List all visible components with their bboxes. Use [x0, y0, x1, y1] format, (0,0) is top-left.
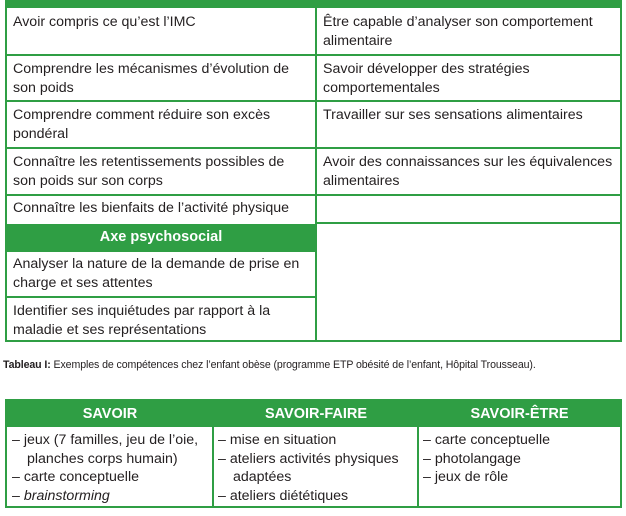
list-item: – jeux (7 familles, jeu de l’oie, planches corps humain) — [12, 432, 199, 467]
row-divider — [7, 54, 315, 56]
list-item: – carte conceptuelle — [12, 469, 139, 485]
table-cell: Savoir développer des stratégies comportementales — [323, 61, 530, 96]
list-item: – brainstorming — [12, 487, 110, 504]
savoir-etre-list — [423, 431, 619, 487]
table-cell: Connaître les retentissements possibles de son poids sur son corps — [13, 154, 285, 189]
row-divider — [7, 194, 315, 196]
row-divider — [7, 250, 315, 252]
table-cell: Avoir compris ce qu’est l’IMC — [13, 14, 196, 30]
table-cell: Comprendre comment réduire son excès pondéral — [13, 107, 271, 142]
axe-psychosocial-header: Axe psychosocial — [7, 224, 315, 250]
header-savoir-faire: SAVOIR-FAIRE — [264, 406, 368, 422]
list-item-text: brainstorming — [23, 487, 110, 504]
row-divider — [315, 147, 620, 149]
table-cell: Comprendre les mécanismes d’évolution de son poids — [13, 61, 290, 96]
list-item: – jeux de rôle — [423, 469, 509, 485]
table-cell: Identifier ses inquiétudes par rapport à la maladie et ses représentations — [13, 303, 271, 338]
table-caption — [3, 358, 625, 372]
methods-table — [5, 399, 622, 508]
row-divider — [7, 296, 315, 298]
list-item: – mise en situation — [218, 432, 337, 448]
list-item: – carte conceptuelle — [423, 432, 550, 448]
caption-text: Exemples de compétences chez l’enfant obèse (programme ETP obésité de l’enfant, Hôpital Trousseau). — [50, 359, 536, 371]
competences-table — [5, 0, 622, 342]
row-divider — [315, 100, 620, 102]
table-cell: Être capable d’analyser son comportement alimentaire — [323, 14, 593, 49]
header-savoir-etre: SAVOIR-ÊTRE — [470, 406, 569, 422]
list-item: – ateliers diététiques — [218, 487, 349, 504]
row-divider — [7, 100, 315, 102]
table-header-strip — [7, 2, 620, 8]
table-cell: Connaître les bienfaits de l’activité physique — [13, 200, 290, 216]
savoir-faire-list — [218, 431, 414, 505]
caption-label: Tableau I: — [3, 359, 51, 371]
list-item: – ateliers activités physiques adaptées — [218, 450, 399, 485]
savoir-list — [12, 431, 210, 505]
column-divider — [417, 401, 419, 506]
column-divider — [212, 401, 214, 506]
table-cell: Avoir des connaissances sur les équivalences alimentaires — [323, 154, 613, 189]
table-cell: Analyser la nature de la demande de prise en charge et ses attentes — [13, 256, 300, 291]
row-divider — [7, 147, 315, 149]
row-divider — [315, 222, 620, 224]
list-item: – photolangage — [423, 450, 521, 467]
table-cell: Travailler sur ses sensations alimentaires — [323, 107, 583, 123]
header-savoir: SAVOIR — [82, 406, 138, 422]
row-divider — [315, 54, 620, 56]
row-divider — [315, 194, 620, 196]
